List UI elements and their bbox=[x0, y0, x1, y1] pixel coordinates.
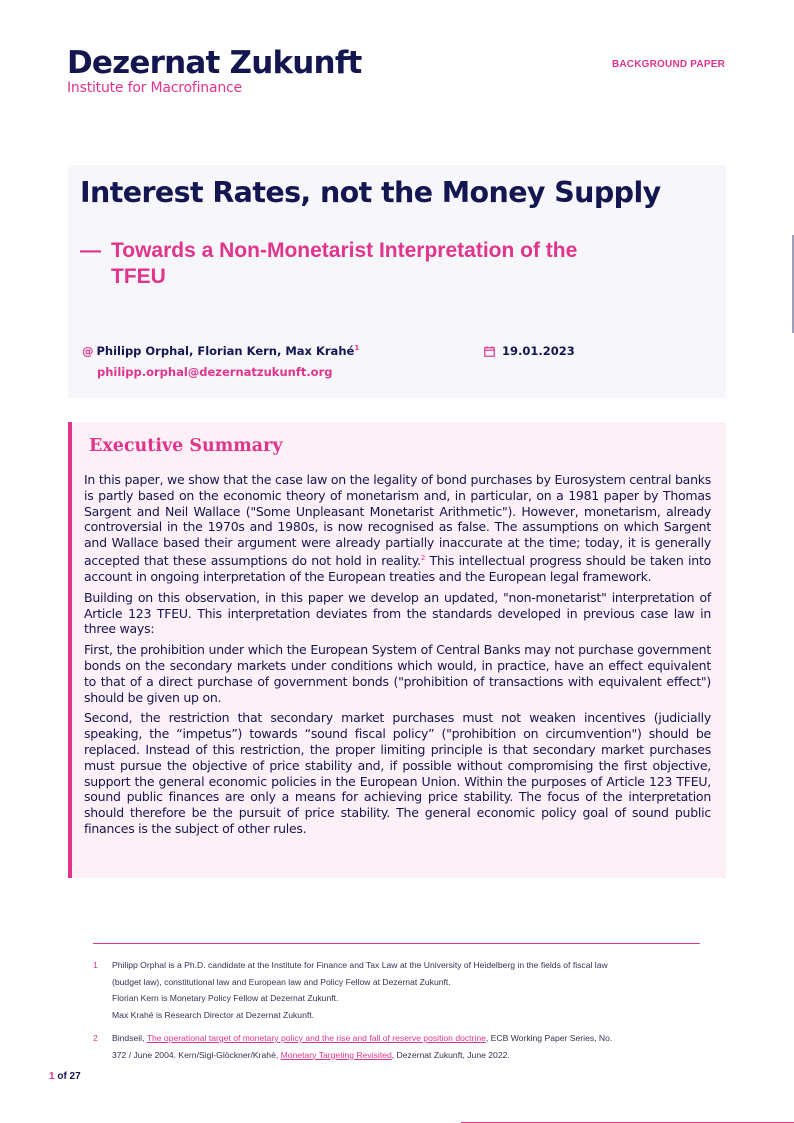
footnote-number: 2 bbox=[93, 1033, 98, 1043]
author-footnote-ref[interactable]: 1 bbox=[354, 344, 360, 353]
reference-link-bindseil[interactable]: The operational target of monetary policy and the rise and fall of reserve position doctrine bbox=[146, 1033, 486, 1043]
paper-type-label: BACKGROUND PAPER bbox=[611, 59, 725, 70]
contact-email-link[interactable]: philipp.orphal@dezernatzukunft.org bbox=[97, 365, 333, 379]
brand-subtitle: Institute for Macrofinance bbox=[67, 80, 242, 96]
footnote-1 bbox=[93, 957, 705, 1023]
footnote-text-part: Bindseil, bbox=[112, 1033, 147, 1043]
footnote-text-part: , ECB Working Paper Series, No. bbox=[485, 1033, 613, 1043]
footnote-number: 1 bbox=[93, 960, 98, 970]
author-line bbox=[82, 344, 359, 358]
page-title: Interest Rates, not the Money Supply bbox=[80, 176, 661, 209]
summary-paragraph-1a: In this paper, we show that the case law on the legality of bond purchases by Eurosystem central banks is partly based on the economic theory of monetarism and, in particular, on a 1981 paper by Thomas Sargent and Neil Wallace ("Some Unpleasant Monetarist Arithmetic"). However, monetarism, already controversial in the 1970s and 1980s, is now recognised as false. The assumptions on which Sargent and Wallace based their argument were already partially inaccurate at the time; today, it is generally accepted that these assumptions do not hold in reality. bbox=[84, 472, 711, 569]
author-names: Philipp Orphal, Florian Kern, Max Krahé bbox=[96, 344, 355, 358]
publication-date bbox=[484, 344, 575, 358]
current-page: 1 bbox=[49, 1071, 55, 1082]
brand-logo bbox=[67, 44, 362, 96]
footnote-text bbox=[112, 957, 608, 1023]
page-subtitle bbox=[80, 238, 680, 290]
reference-link-monetary-targeting[interactable]: Monetary Targeting Revisited bbox=[280, 1049, 392, 1060]
footnote-text-part: , Dezernat Zukunft, June 2022. bbox=[391, 1049, 510, 1060]
total-pages: of 27 bbox=[54, 1071, 81, 1082]
footnote-divider bbox=[93, 943, 700, 944]
brand-name: Dezernat Zukunft bbox=[67, 45, 362, 81]
footnote-line bbox=[112, 1030, 612, 1047]
executive-summary bbox=[68, 422, 726, 878]
summary-paragraph-2: Building on this observation, in this paper we develop an updated, "non-monetarist" interpretation of Article 123 TFEU. This interpretation deviates from the standards developed in previous case law in three ways: bbox=[84, 589, 711, 637]
footnote-line bbox=[112, 1047, 612, 1064]
summary-paragraph-1b: This intellectual progress should be taken into account in ongoing interpretation of the European treaties and the European legal framework. bbox=[84, 553, 711, 584]
footnote-text-part: 372 / June 2004. Kern/Sigl-Glöckner/Krahé, bbox=[112, 1049, 281, 1060]
subtitle-dash: — bbox=[80, 239, 101, 262]
at-icon: @ bbox=[82, 344, 94, 358]
footnote-line: (budget law), constitutional law and European law and Policy Fellow at Dezernat Zukunft. bbox=[112, 976, 451, 987]
footnote-line: Florian Kern is Monetary Policy Fellow at Dezernat Zukunft. bbox=[112, 993, 339, 1003]
summary-paragraph-3: First, the prohibition under which the European System of Central Banks may not purchase government bonds on the secondary markets under conditions which would, in practice, have an effect equivalent to that of a direct purchase of government bonds ("prohibition of transactions with equivalent effect") should be given up on. bbox=[84, 642, 711, 705]
footnotes bbox=[93, 957, 705, 1070]
summary-accent-bar bbox=[68, 422, 72, 878]
subtitle-line-1: Towards a Non-Monetarist Interpretation of the bbox=[111, 239, 578, 262]
summary-body bbox=[84, 472, 711, 842]
date-text: 19.01.2023 bbox=[502, 344, 575, 358]
footnote-line: Philipp Orphal is a Ph.D. candidate at the Institute for Finance and Tax Law at the University of Heidelberg in the fields of fiscal law bbox=[112, 960, 608, 970]
title-block bbox=[68, 165, 726, 398]
subtitle-line-2: TFEU bbox=[111, 265, 166, 288]
summary-paragraph-1 bbox=[84, 472, 711, 585]
summary-heading: Executive Summary bbox=[89, 436, 283, 456]
footnote-2 bbox=[93, 1030, 705, 1063]
footnote-line: Max Krahé is Research Director at Dezernat Zukunft. bbox=[112, 1009, 315, 1020]
footnote-text bbox=[112, 1030, 612, 1063]
summary-paragraph-4: Second, the restriction that secondary market purchases must not weaken incentives (judicially speaking, the “impetus”) towards “sound fiscal policy” ("prohibition on circumvention") should be replaced. Instead of this restriction, the proper limiting principle is that secondary market purchases must pursue the objective of price stability and, if possible without compromising the first objective, support the general economic policies in the European Union. Within the purposes of Article 123 TFEU, sound public finances are only a means for achieving price stability. The focus of the interpretation should therefore be the pursuit of price stability. The general economic policy goal of sound public finances is the subject of other rules. bbox=[84, 710, 711, 836]
footnote-ref-2[interactable]: 2 bbox=[420, 553, 426, 562]
page-number bbox=[49, 1071, 81, 1082]
calendar-icon bbox=[484, 346, 495, 357]
